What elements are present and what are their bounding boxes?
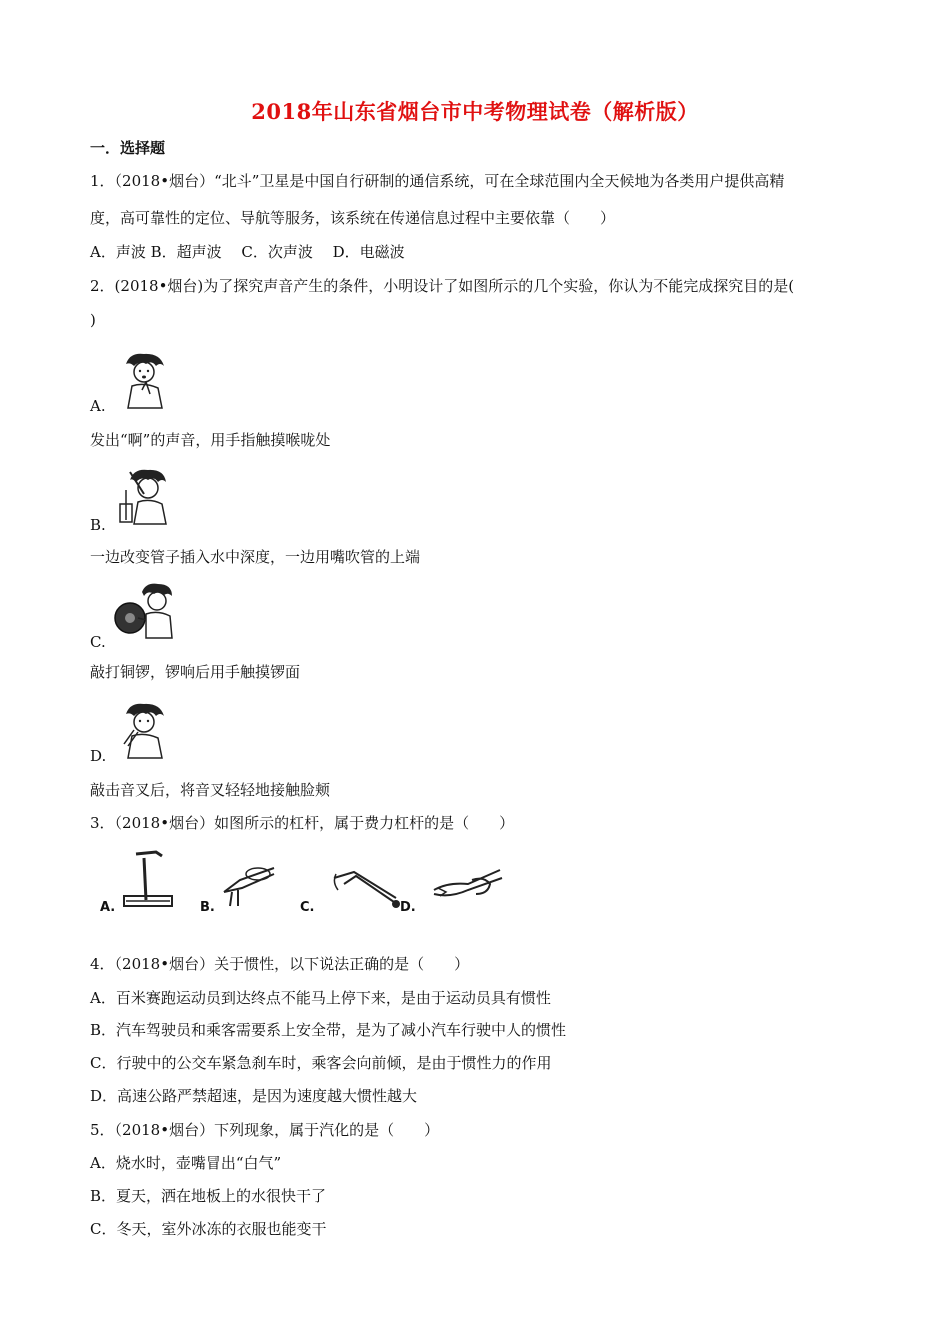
q2-option-a-label: A.	[90, 397, 106, 415]
q4-option-d: D．高速公路严禁超速，是因为速度越大惯性越大	[90, 1087, 418, 1105]
q5-stem: 5．（2018•烟台）下列现象，属于汽化的是（ ）	[90, 1121, 440, 1139]
q2-stem-line1: 2．(2018•烟台)为了探究声音产生的条件，小明设计了如图所示的几个实验，你认为不能完成探究目的是(	[90, 277, 795, 295]
q3-stem: 3．（2018•烟台）如图所示的杠杆，属于费力杠杆的是（ ）	[90, 814, 515, 832]
q2-option-c-text: 敲打铜锣，锣响后用手触摸锣面	[90, 663, 301, 681]
q2-option-a-text: 发出“啊”的声音，用手指触摸喉咙处	[90, 431, 331, 449]
q1-options: A．声波 B．超声波 C．次声波 D．电磁波	[90, 243, 405, 261]
q4-option-c: C．行驶中的公交车紧急刹车时，乘客会向前倾，是由于惯性力的作用	[90, 1054, 552, 1072]
q3-label-a: A.	[100, 900, 116, 915]
q2-figure-a-throat-icon	[116, 350, 172, 410]
q4-stem: 4．（2018•烟台）关于惯性，以下说法正确的是（ ）	[90, 955, 470, 973]
q1-stem-line2: 度，高可靠性的定位、导航等服务，该系统在传递信息过程中主要依靠（ ）	[90, 209, 616, 227]
q2-figure-b-tube-icon	[116, 466, 172, 526]
q2-option-c-label: C.	[90, 633, 106, 651]
q2-figure-d-tuning-fork-icon	[116, 700, 172, 760]
q3-lever-a-crowbar-icon	[116, 846, 182, 914]
q2-figure-c-gong-icon	[112, 580, 176, 640]
q5-option-b: B．夏天，洒在地板上的水很快干了	[90, 1187, 327, 1205]
q2-option-b-label: B.	[90, 516, 106, 534]
q4-option-b: B．汽车驾驶员和乘客需要系上安全带，是为了减小汽车行驶中人的惯性	[90, 1021, 567, 1039]
q5-option-c: C．冬天，室外冰冻的衣服也能变干	[90, 1220, 327, 1238]
page-title: 2018年山东省烟台市中考物理试卷（解析版）	[251, 99, 699, 124]
q3-lever-d-pliers-icon	[428, 860, 508, 910]
section-heading: 一．选择题	[90, 139, 166, 157]
q2-stem-line2: )	[90, 311, 96, 329]
q2-option-d-text: 敲击音叉后，将音叉轻轻地接触脸颊	[90, 781, 331, 799]
q3-label-c: C.	[300, 900, 315, 915]
q3-label-b: B.	[200, 900, 215, 915]
q3-label-d: D.	[400, 900, 416, 915]
q3-lever-b-nutcracker-icon	[218, 862, 280, 910]
q2-option-b-text: 一边改变管子插入水中深度，一边用嘴吹管的上端	[90, 548, 421, 566]
q3-lever-c-tweezers-icon	[324, 858, 404, 914]
q2-option-d-label: D.	[90, 747, 107, 765]
q4-option-a: A．百米赛跑运动员到达终点不能马上停下来，是由于运动员具有惯性	[90, 989, 551, 1007]
q1-stem-line1: 1．（2018•烟台）“北斗”卫星是中国自行研制的通信系统，可在全球范围内全天候地为各类用户提供高精	[90, 172, 785, 190]
q5-option-a: A．烧水时，壶嘴冒出“白气”	[90, 1154, 282, 1172]
